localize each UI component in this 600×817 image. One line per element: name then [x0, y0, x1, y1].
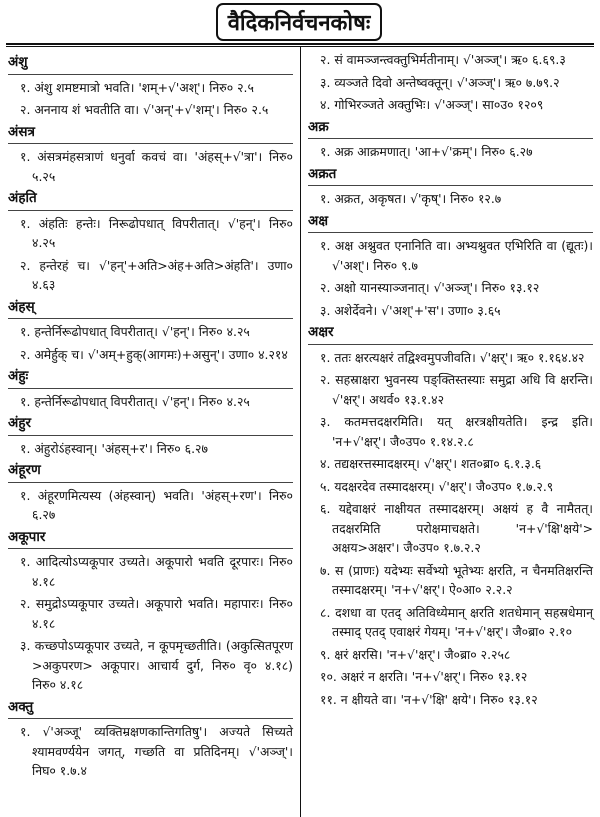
headword-rule: [308, 344, 593, 345]
headword-section: [8, 461, 293, 525]
headword-section: [308, 50, 593, 115]
definition-entry: १. अंहुरोऽंहस्वान्। 'अंहस्+र'। निरु० ६.२७: [20, 440, 208, 456]
definition-entry: ४. तद्यक्षरत्तस्मादक्षरम्। √'क्षर्'। शत०ब्रा० ६.१.३.६: [320, 456, 542, 471]
page-title: वैदिकनिर्वचनकोषः: [227, 11, 371, 36]
headword: अंहुर: [8, 415, 32, 431]
definition-entry: २. समुद्रोऽप्यकूपार उच्यते। अकूपारो भवति। महापारः। निरु० ४.१८: [20, 596, 293, 631]
left-column: [8, 50, 293, 784]
definition-entry: १. अक्रत, अकृषत। √'कृष्'। निरु० १२.७: [320, 191, 502, 206]
definition-entry: २. अक्षो यानस्याञ्जनात्। √'अञ्ज्'। निरु० १३.१२: [320, 280, 540, 295]
definition-entry: १. हन्तेर्निरूढोपधात् विपरीतात्। √'हन्'। निरु० ४.२५: [20, 324, 250, 339]
headword-rule: [8, 210, 293, 211]
headword: अक्ष: [308, 212, 328, 229]
headword: अंहति: [8, 190, 37, 206]
headword-rule: [308, 138, 593, 139]
definition-entry: ६. यद्देवाक्षरं नाक्षीयत तस्मादक्षरम्। अक्षयं ह वै नामैतत्। तदक्षरमिति परोक्षमाचक्षते। 'न+√'क्षि'क्षये'> अक्षय>अक्षर'। जै०उप० १.७.२.२: [320, 501, 593, 555]
page-title-box: [216, 3, 382, 41]
headword: अक्षर: [308, 324, 334, 340]
header-rule: [6, 43, 594, 45]
headword-section: [8, 528, 293, 695]
headword: अंशु: [8, 54, 28, 70]
definition-entry: ३. कच्छपोऽप्यकूपार उच्यते, न कूपमृच्छतीति। (अकुत्सितपूरण >अकुपरण> अकूपार। आचार्य दुर्ग, निरु० वृ० ४.१८) निरु० ४.१८: [20, 638, 293, 692]
headword-section: [8, 123, 293, 187]
headword-section: [8, 298, 293, 365]
headword-rule: [308, 232, 593, 233]
definition-entry: १. ततः क्षरत्यक्षरं तद्विश्वमुपजीवति। √'क्षर्'। ऋ० १.१६४.४२: [320, 349, 585, 365]
definition-entry: ३. कतमत्तदक्षरमिति। यत् क्षरत्रक्षीयतेति। इन्द्र इति। 'न+√'क्षर्'। जै०उप० १.१४.२.८: [320, 414, 593, 449]
definition-entry: १०. अक्षरं न क्षरति। 'न+√'क्षर्'। निरु० १३.१२: [320, 669, 528, 684]
headword: अक्रत: [308, 165, 337, 182]
headword: अंहुः: [8, 368, 29, 384]
headword: अंसत्र: [8, 123, 35, 140]
headword-rule: [8, 718, 293, 719]
headword: अंहस्: [8, 298, 35, 315]
definition-entry: ५. यदक्षरदेव तस्मादक्षरम्। √'क्षर्'। जै०उप० १.७.२.९: [320, 478, 554, 494]
headword-rule: [8, 143, 293, 144]
definition-entry: १. अंहूरणमित्यस्य (अंहस्वान्) भवति। 'अंहस्+रण'। निरु० ६.२७: [20, 487, 293, 522]
headword-section: [308, 212, 593, 321]
definition-entry: ८. दशधा वा एतद् अतिविध्येमान् क्षरति शतधेमान् सहस्रधेमान् तस्माद् एतद् एवाक्षरं गेयम्। 'न+√'क्षर्'। जै०ब्रा० २.१०: [320, 604, 593, 639]
right-column: [308, 50, 593, 712]
definition-entry: २. सहस्राक्षरा भुवनस्य पङ्क्तिस्तस्याः समुद्रा अधि वि क्षरन्ति। √'क्षर्'। अथर्व० १३.१.४२: [320, 372, 593, 407]
definition-entry: ७. स (प्राणः) यदेभ्यः सर्वेभ्यो भूतेभ्यः क्षरति, न चैनमतिक्षरन्ति तस्मादक्षरम्। 'न+√'क्षर्'। ऐ०आ० २.२.२: [320, 562, 593, 597]
definition-entry: २. अननाय शं भवतीति वा। √'अन्'+√'शम्'। निरु० २.५: [20, 102, 269, 117]
headword-section: [8, 53, 293, 120]
headword-rule: [8, 548, 293, 549]
definition-entry: ११. न क्षीयते वा। 'न+√'क्षि' क्षये'। निरु० १३.१२: [320, 691, 538, 707]
headword-rule: [8, 482, 293, 483]
definition-entry: १. हन्तेर्निरूढोपधात् विपरीतात्। √'हन्'। निरु० ४.२५: [20, 393, 250, 409]
definition-entry: १. √'अञ्जू' व्यक्तिम्रक्षणकान्तिगतिषु'। अज्यते सिच्यते श्यामवर्ण्ययेन जगत्, गच्छति वा प्रतिदिनम्। √'अञ्ज्'। निघ० १.७.४: [20, 724, 293, 778]
headword-rule: [8, 318, 293, 319]
definition-entry: ३. व्यञ्जते दिवो अन्तेष्वक्तून्। √'अञ्ज्'। ऋ० ७.७९.२: [320, 74, 560, 90]
headword-section: [8, 414, 293, 458]
headword: अक्तु: [8, 698, 34, 715]
headword-section: [8, 189, 293, 295]
definition-entry: १. अक्र आक्रमणात्। 'आ+√'क्रम्'। निरु० ६.२७: [320, 144, 533, 159]
headword-section: [308, 118, 593, 162]
definition-entry: ३. अशेर्देवने। √'अश्'+'स'। उणा० ३.६५: [320, 302, 501, 318]
definition-entry: ९. क्षरं क्षरसि। 'न+√'क्षर्'। जै०ब्रा० २.२५८: [320, 646, 511, 662]
definition-entry: २. सं वामञ्जन्त्वक्तुभिर्मतीनाम्। √'अञ्ज्'। ऋ० ६.६९.३: [320, 52, 566, 67]
headword-section: [8, 698, 293, 781]
headword-section: [308, 323, 593, 709]
definition-entry: १. अक्ष अश्नुवत एनानिति वा। अभ्यश्नुवत एभिरिति वा (द्यूतः)। √'अश्'। निरु० ९.७: [320, 238, 593, 273]
headword: अंहूरण: [8, 462, 41, 478]
definition-entry: १. अंसत्रमंहसत्राणं धनुर्वा कवचं वा। 'अंहस्+√'त्रा'। निरु० ५.२५: [20, 149, 293, 184]
definition-entry: २. अमेर्हुक् च। √'अम्+हुक्(आगमः)+असुन्'। उणा० ४.२१४: [20, 346, 288, 362]
headword-section: [8, 367, 293, 411]
headword-rule: [8, 435, 293, 436]
headword: अकूपार: [8, 528, 46, 545]
headword-rule: [8, 74, 293, 75]
definition-entry: १. अंहतिः हन्तेः। निरूढोपधात् विपरीतात्। √'हन्'। निरु० ४.२५: [20, 215, 293, 250]
column-divider: [300, 46, 301, 817]
definition-entry: २. हन्तेरहं च। √'हन्'+अति>अंह+अति>अंहति'। उणा० ४.६३: [20, 257, 293, 292]
headword-section: [308, 165, 593, 209]
definition-entry: १. अंशु शमष्टमात्रो भवति। 'शम्+√'अश्'। निरु० २.५: [20, 79, 254, 95]
headword-rule: [308, 185, 593, 186]
definition-entry: ४. गोभिरञ्जते अक्तुभिः। √'अञ्ज्'। सा०उ० १२०९: [320, 97, 544, 112]
headword: अक्र: [308, 118, 329, 135]
definition-entry: १. आदित्योऽप्यकूपार उच्यते। अकूपारो भवति दूरपारः। निरु० ४.१८: [20, 554, 293, 589]
headword-rule: [8, 388, 293, 389]
